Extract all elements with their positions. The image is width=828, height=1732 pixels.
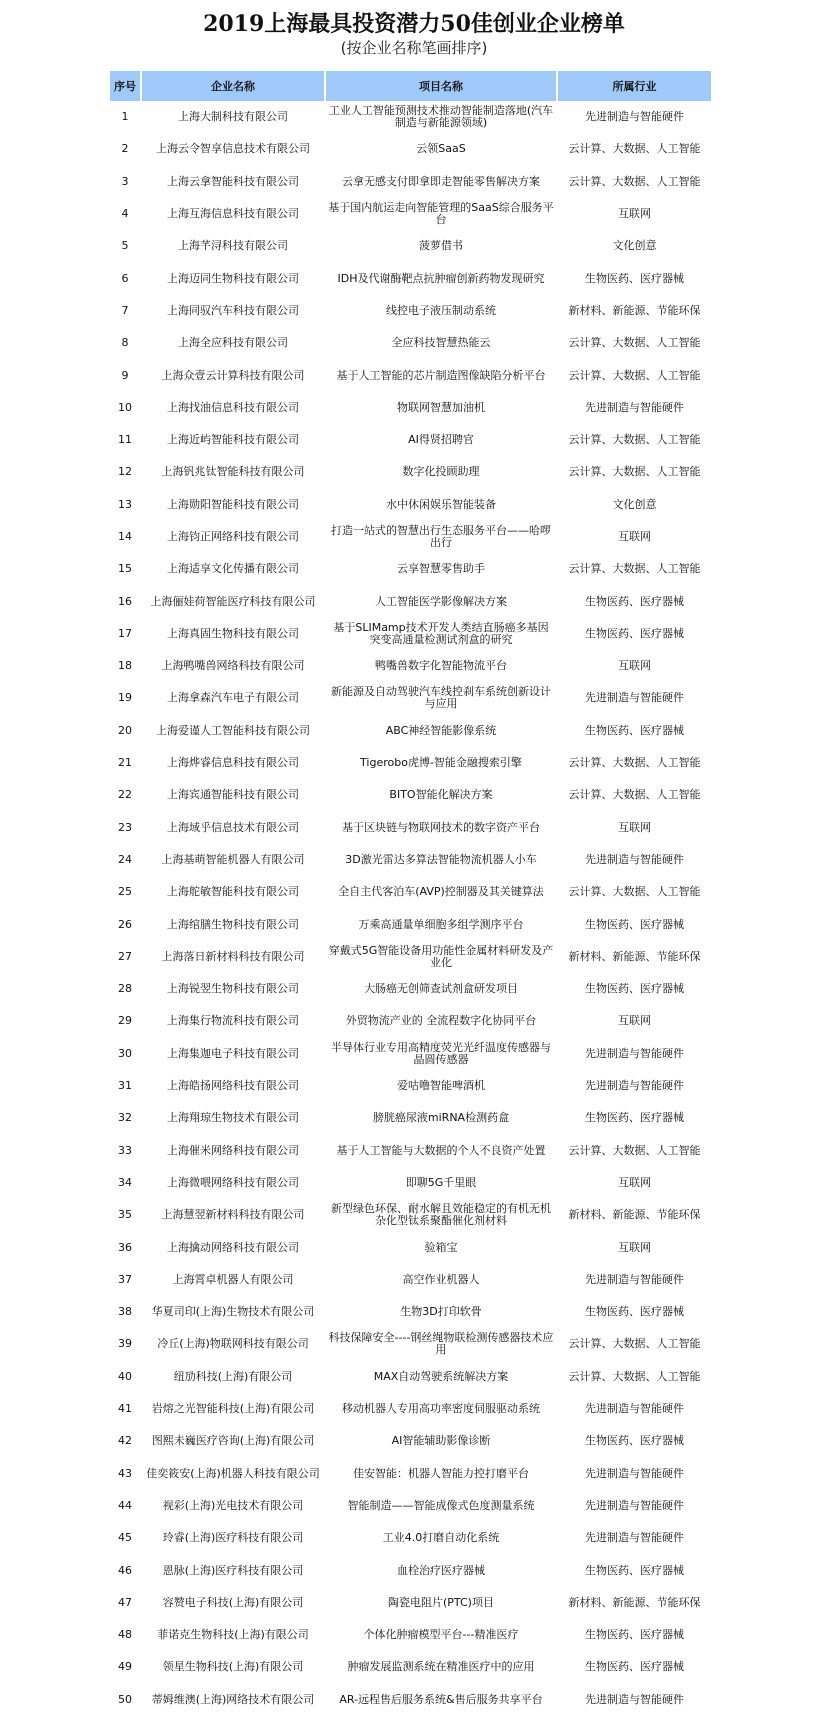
row-index: 12 [118,465,132,479]
project-name: 全应科技智慧热能云 [391,336,491,350]
table-row [110,585,711,617]
industry: 先进制造与智能硬件 [585,691,684,705]
company-name: 上海拿森汽车电子有限公司 [167,691,299,705]
project-name: AI得贤招聘官 [408,433,474,447]
project-name: 线控电子液压制动系统 [386,303,496,317]
project-name: AR-远程售后服务系统&售后服务共享平台 [339,1692,543,1706]
company-name: 上海找油信息科技有限公司 [167,400,299,414]
project-name: 人工智能医学影像解决方案 [375,594,507,608]
row-index: 27 [118,949,132,963]
company-name: 佳奕筱安(上海)机器人科技有限公司 [146,1466,320,1480]
company-name: 上海芊浔科技有限公司 [178,239,288,253]
row-index: 44 [118,1498,132,1512]
industry: 云计算、大数据、人工智能 [568,756,701,770]
project-name: 新能源及自动驾驶汽车线控刹车系统创新设计与应用 [331,685,551,711]
project-name: 肿瘤发展监测系统在精准医疗中的应用 [347,1660,535,1674]
industry: 云计算、大数据、人工智能 [568,433,701,447]
project-name: 基于国内航运走向智能管理的SaaS综合服务平台 [328,201,554,227]
header-project: 项目名称 [326,71,556,101]
project-name: AI智能辅助影像诊断 [391,1434,491,1448]
table-header-row [110,71,711,101]
project-name: 万乘高通量单细胞多组学测序平台 [358,917,524,931]
company-name: 容赞电子科技(上海)有限公司 [162,1595,304,1609]
row-index: 24 [118,852,132,866]
company-name: 领星生物科技(上海)有限公司 [162,1660,304,1674]
table-row [110,295,711,327]
industry: 云计算、大数据、人工智能 [568,368,701,382]
table-row [110,553,711,585]
company-name: 纽劢科技(上海)有限公司 [173,1369,293,1383]
project-name: 云享智慧零售助手 [397,562,485,576]
project-name: 即聊5G千里眼 [405,1175,477,1189]
row-index: 20 [118,723,132,737]
industry: 云计算、大数据、人工智能 [568,336,701,350]
table-row [110,1264,711,1296]
row-index: 3 [121,174,129,188]
industry: 生物医药、医疗器械 [585,271,684,285]
company-name: 上海翔琼生物技术有限公司 [167,1111,299,1125]
row-index: 30 [118,1046,132,1060]
company-name: 上海迈同生物科技有限公司 [167,271,299,285]
project-name: 个体化肿瘤模型平台---精准医疗 [363,1628,519,1642]
row-index: 13 [118,497,132,511]
table-row [110,101,711,133]
company-name: 上海众壹云计算科技有限公司 [161,368,305,382]
company-name: 上海烨睿信息科技有限公司 [167,756,299,770]
table-row [110,456,711,488]
ranking-table [108,71,713,1716]
project-name: 科技保障安全----钢丝绳物联检测传感器技术应用 [328,1331,554,1357]
table-row [110,521,711,553]
row-index: 35 [118,1208,132,1222]
row-index: 10 [118,400,132,414]
company-name: 上海霄卓机器人有限公司 [172,1272,294,1286]
company-name: 上海集迦电子科技有限公司 [167,1046,299,1060]
table-row [110,424,711,456]
table-row [110,1490,711,1522]
company-name: 岩熔之光智能科技(上海)有限公司 [151,1402,315,1416]
project-name: BITO智能化解决方案 [389,788,493,802]
project-name: 云领SaaS [416,142,466,156]
industry: 互联网 [618,1175,651,1189]
row-index: 6 [121,271,129,285]
row-index: 18 [118,659,132,673]
industry: 先进制造与智能硬件 [585,1046,684,1060]
industry: 云计算、大数据、人工智能 [568,788,701,802]
project-name: 佳安智能：机器人智能力控打磨平台 [353,1466,529,1480]
company-name: 上海擒动网络科技有限公司 [167,1240,299,1254]
industry: 先进制造与智能硬件 [585,1498,684,1512]
table-row [110,779,711,811]
project-name: 水中休闲娱乐智能装备 [386,497,496,511]
industry: 互联网 [618,659,651,673]
industry: 新材料、新能源、节能环保 [568,1595,701,1609]
industry: 生物医药、医疗器械 [585,1305,684,1319]
row-index: 32 [118,1111,132,1125]
industry: 云计算、大数据、人工智能 [568,885,701,899]
company-name: 蒂姆维澳(上海)网络技术有限公司 [151,1692,315,1706]
row-index: 40 [118,1369,132,1383]
industry: 先进制造与智能硬件 [585,1272,684,1286]
table-row [110,941,711,973]
table-row [110,1328,711,1360]
company-name: 上海皓扬网络科技有限公司 [167,1079,299,1093]
row-index: 1 [121,110,129,124]
industry: 生物医药、医疗器械 [585,626,684,640]
project-name: 半导体行业专用高精度荧光光纤温度传感器与晶圆传感器 [331,1040,551,1066]
project-name: 打造一站式的智慧出行生态服务平台——哈啰出行 [331,524,551,549]
row-index: 25 [118,885,132,899]
row-index: 43 [118,1466,132,1480]
industry: 互联网 [618,1240,651,1254]
row-index: 8 [121,336,129,350]
company-name: 上海钧正网络科技有限公司 [167,530,299,543]
project-name: 3D激光雷达多算法智能物流机器人小车 [345,852,537,866]
industry: 新材料、新能源、节能环保 [568,303,701,317]
table-row [110,876,711,908]
company-name: 上海勋阳智能科技有限公司 [167,497,299,511]
project-name: 膀胱癌尿液miRNA检测药盒 [372,1111,510,1125]
table-row [110,650,711,682]
row-index: 29 [118,1014,132,1028]
row-index: 15 [118,562,132,576]
company-name: 上海基萌智能机器人有限公司 [161,852,305,866]
industry: 先进制造与智能硬件 [585,1466,684,1480]
project-name: 陶瓷电阻片(PTC)项目 [388,1595,494,1609]
company-name: 菲诺克生物科技(上海)有限公司 [157,1628,309,1642]
table-row [110,908,711,940]
company-name: 恩脉(上海)医疗科技有限公司 [162,1563,304,1577]
project-name: 工业4.0打磨自动化系统 [382,1531,500,1545]
table-row [110,1167,711,1199]
table-row [110,392,711,424]
industry: 生物医药、医疗器械 [585,594,684,608]
company-name: 上海微喂网络科技有限公司 [167,1175,299,1189]
company-name: 上海舵敏智能科技有限公司 [167,885,299,899]
company-name: 上海落日新材料科技有限公司 [161,949,305,963]
row-index: 14 [118,530,132,543]
table-row [110,1005,711,1037]
project-name: 验箱宝 [424,1240,458,1254]
industry: 云计算、大数据、人工智能 [568,562,701,576]
industry: 生物医药、医疗器械 [585,1563,684,1577]
table-row [110,1684,711,1716]
company-name: 图熙未巍医疗咨询(上海)有限公司 [151,1434,315,1448]
industry: 生物医药、医疗器械 [585,917,684,931]
row-index: 47 [118,1595,132,1609]
row-index: 42 [118,1434,132,1448]
project-name: 基于区块链与物联网技术的数字资产平台 [342,820,540,834]
table-row [110,1199,711,1231]
table-row [110,1361,711,1393]
row-index: 2 [121,142,129,156]
company-name: 华夏司印(上海)生物技术有限公司 [151,1305,315,1319]
industry: 先进制造与智能硬件 [585,400,684,414]
project-name: Tigerobo虎博-智能金融搜索引擎 [360,756,522,770]
project-name: 高空作业机器人 [402,1272,480,1286]
table-row [110,1231,711,1263]
page-title: 2019上海最具投资潜力50佳创业企业榜单 [203,11,625,37]
row-index: 37 [118,1272,132,1286]
company-name: 视彩(上海)光电技术有限公司 [162,1498,304,1512]
industry: 先进制造与智能硬件 [585,1692,684,1706]
industry: 生物医药、医疗器械 [585,1111,684,1125]
project-name: 工业人工智能预测技术推动智能制造落地(汽车制造与新能源领域) [328,104,554,130]
table-row [110,1587,711,1619]
table-row [110,1425,711,1457]
industry: 互联网 [618,1014,651,1028]
table-row [110,812,711,844]
page-subtitle: (按企业名称笔画排序) [340,39,488,57]
company-name: 玲睿(上海)医疗科技有限公司 [162,1531,304,1545]
project-name: 外贸物流产业的 全流程数字化协同平台 [345,1014,537,1028]
table-row [110,1070,711,1102]
table-row [110,1135,711,1167]
industry: 云计算、大数据、人工智能 [568,1369,701,1383]
industry: 云计算、大数据、人工智能 [568,1143,701,1157]
industry: 生物医药、医疗器械 [585,982,684,996]
project-name: 大肠癌无创筛查试剂盒研发项目 [364,982,518,996]
row-index: 4 [121,207,129,221]
company-name: 上海真固生物科技有限公司 [167,626,299,640]
company-name: 上海云拿智能科技有限公司 [167,174,299,188]
table-row [110,166,711,198]
project-name: 数字化投顾助理 [402,465,480,479]
company-name: 上海爱谨人工智能科技有限公司 [156,723,310,737]
row-index: 39 [118,1337,132,1351]
row-index: 33 [118,1143,132,1157]
company-name: 上海宾通智能科技有限公司 [167,788,299,802]
table-row [110,198,711,230]
row-index: 19 [118,691,132,705]
table-row [110,1457,711,1489]
industry: 文化创意 [612,239,657,253]
project-name: IDH及代谢酶靶点抗肿瘤创新药物发现研究 [337,271,545,285]
row-index: 5 [121,239,129,253]
company-name: 上海域乎信息技术有限公司 [167,820,299,834]
table-row [110,359,711,391]
table-row [110,1393,711,1425]
table-row [110,1296,711,1328]
row-index: 22 [118,788,132,802]
table-row [110,327,711,359]
project-name: 新型绿色环保、耐水解且效能稳定的有机无机杂化型钛系聚酯催化剂材料 [331,1202,551,1228]
industry: 互联网 [618,207,651,221]
project-name: 云拿无感支付即拿即走智能零售解决方案 [342,174,540,188]
industry: 生物医药、医疗器械 [585,1660,684,1674]
project-name: 鸭嘴兽数字化智能物流平台 [375,659,507,673]
company-name: 上海绾膳生物科技有限公司 [167,917,299,931]
project-name: 血栓治疗医疗器械 [397,1563,485,1577]
company-name: 上海鸭嘴兽网络科技有限公司 [161,659,305,673]
row-index: 48 [118,1628,132,1642]
row-index: 50 [118,1692,132,1706]
row-index: 23 [118,820,132,834]
table-row [110,1554,711,1586]
project-name: ABC神经智能影像系统 [385,723,497,737]
row-index: 16 [118,594,132,608]
row-index: 34 [118,1175,132,1189]
company-name: 上海催米网络科技有限公司 [167,1143,299,1157]
project-name: 生物3D打印软骨 [400,1305,482,1319]
industry: 新材料、新能源、节能环保 [568,949,701,963]
company-name: 上海大制科技有限公司 [178,110,288,124]
table-row [110,618,711,650]
industry: 云计算、大数据、人工智能 [568,142,701,156]
industry: 先进制造与智能硬件 [585,852,684,866]
row-index: 49 [118,1660,132,1674]
company-name: 上海钒兆钛智能科技有限公司 [161,465,305,479]
row-index: 9 [121,368,129,382]
row-index: 38 [118,1305,132,1319]
table-row [110,1651,711,1683]
company-name: 上海集行物流科技有限公司 [167,1014,299,1028]
project-name: 智能制造——智能成像式色度测量系统 [347,1498,535,1512]
project-name: 基于人工智能的芯片制造图像缺陷分析平台 [336,368,546,382]
project-name: 穿戴式5G智能设备用功能性金属材料研发及产业化 [328,943,554,969]
industry: 云计算、大数据、人工智能 [568,174,701,188]
row-index: 21 [118,756,132,770]
company-name: 上海近屿智能科技有限公司 [167,433,299,447]
table-row [110,1619,711,1651]
table-row [110,262,711,294]
table-row [110,844,711,876]
row-index: 11 [118,433,132,447]
project-name: 全自主代客泊车(AVP)控制器及其关键算法 [338,885,544,899]
company-name: 上海全应科技有限公司 [178,336,288,350]
project-name: 菠萝借书 [419,239,463,253]
company-name: 上海锐翌生物科技有限公司 [167,982,299,996]
table-row [110,1522,711,1554]
table-row [110,715,711,747]
industry: 互联网 [618,820,651,834]
industry: 生物医药、医疗器械 [585,1434,684,1448]
company-name: 上海同驭汽车科技有限公司 [167,303,299,317]
project-name: MAX自动驾驶系统解决方案 [373,1369,509,1383]
row-index: 41 [118,1402,132,1416]
project-name: 移动机器人专用高功率密度伺服驱动系统 [342,1402,540,1416]
header-index: 序号 [110,71,140,101]
project-name: 基于SLIMamp技术开发人类结直肠癌多基因突变高通量检测试剂盒的研究 [333,620,549,646]
industry: 云计算、大数据、人工智能 [568,1337,701,1351]
row-index: 26 [118,917,132,931]
table-row [110,489,711,521]
table-row [110,747,711,779]
company-name: 上海俪娃荷智能医疗科技有限公司 [150,594,316,608]
table-row [110,230,711,262]
table-row [110,1038,711,1070]
row-index: 28 [118,982,132,996]
company-name: 上海互海信息科技有限公司 [167,207,299,221]
industry: 互联网 [618,530,651,543]
table-row [110,973,711,1005]
row-index: 31 [118,1079,132,1093]
row-index: 17 [118,626,132,640]
project-name: 物联网智慧加油机 [397,400,485,414]
header-company: 企业名称 [142,71,324,101]
company-name: 上海适享文化传播有限公司 [167,562,299,576]
project-name: 爱咕噜智能啤酒机 [397,1079,485,1093]
table-body [110,101,711,1716]
project-name: 基于人工智能与大数据的个人不良资产处置 [336,1143,546,1157]
industry: 云计算、大数据、人工智能 [568,465,701,479]
company-name: 冷丘(上海)物联网科技有限公司 [157,1337,309,1351]
industry: 先进制造与智能硬件 [585,1531,684,1545]
industry: 生物医药、医疗器械 [585,723,684,737]
industry: 先进制造与智能硬件 [585,110,684,124]
industry: 新材料、新能源、节能环保 [568,1208,701,1222]
company-name: 上海云令智享信息技术有限公司 [156,142,310,156]
header-industry: 所属行业 [558,71,711,101]
industry: 生物医药、医疗器械 [585,1628,684,1642]
table-row [110,1102,711,1134]
industry: 先进制造与智能硬件 [585,1402,684,1416]
table-row [110,133,711,165]
row-index: 36 [118,1240,132,1254]
industry: 文化创意 [612,497,657,511]
row-index: 45 [118,1531,132,1545]
company-name: 上海慧翌新材料科技有限公司 [161,1208,305,1222]
industry: 先进制造与智能硬件 [585,1079,684,1093]
table-row [110,682,711,714]
row-index: 46 [118,1563,132,1577]
row-index: 7 [121,303,129,317]
